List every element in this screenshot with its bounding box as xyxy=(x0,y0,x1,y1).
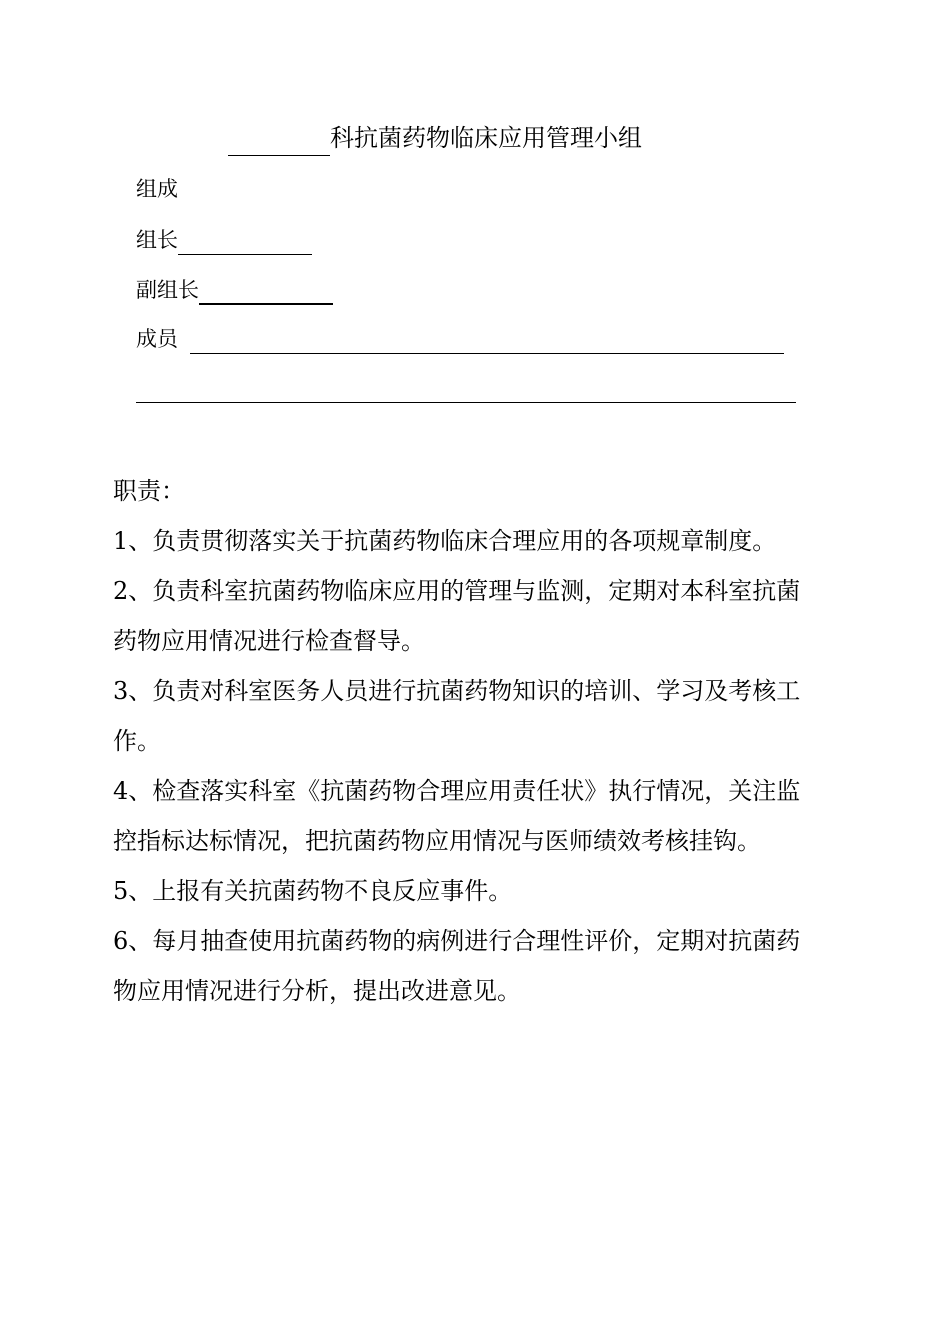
title-text: 科抗菌药物临床应用管理小组 xyxy=(330,124,642,152)
department-blank-line xyxy=(228,119,330,156)
composition-heading xyxy=(136,174,178,204)
members-blank-line xyxy=(190,323,784,354)
leader-blank-line xyxy=(178,224,312,255)
deputy-leader-label: 副组长 xyxy=(136,278,199,302)
document-title xyxy=(228,118,642,156)
duty-line: 5、上报有关抗菌药物不良反应事件。 xyxy=(113,877,513,905)
duty-line: 4、检查落实科室《抗菌药物合理应用责任状》执行情况，关注监 xyxy=(113,777,801,805)
composition-label: 组成 xyxy=(136,177,178,201)
deputy-leader-field xyxy=(136,273,333,305)
members-blank-line-2 xyxy=(136,402,796,403)
duty-line: 6、每月抽查使用抗菌药物的病例进行合理性评价，定期对抗菌药 xyxy=(113,927,801,955)
duty-line: 控指标达标情况，把抗菌药物应用情况与医师绩效考核挂钩。 xyxy=(113,827,761,855)
leader-label: 组长 xyxy=(136,228,178,252)
leader-field xyxy=(136,224,312,255)
duty-line: 作。 xyxy=(113,727,161,755)
duties-section xyxy=(113,466,843,1016)
deputy-leader-blank-line xyxy=(199,273,333,305)
duty-line: 2、负责科室抗菌药物临床应用的管理与监测，定期对本科室抗菌 xyxy=(113,577,801,605)
duty-line: 3、负责对科室医务人员进行抗菌药物知识的培训、学习及考核工 xyxy=(113,677,801,705)
duties-heading: 职责： xyxy=(113,477,185,505)
members-field xyxy=(136,323,784,354)
members-label: 成员 xyxy=(136,327,178,351)
duty-line: 物应用情况进行分析，提出改进意见。 xyxy=(113,977,521,1005)
duty-line: 1、负责贯彻落实关于抗菌药物临床合理应用的各项规章制度。 xyxy=(113,527,777,555)
duty-line: 药物应用情况进行检查督导。 xyxy=(113,627,425,655)
